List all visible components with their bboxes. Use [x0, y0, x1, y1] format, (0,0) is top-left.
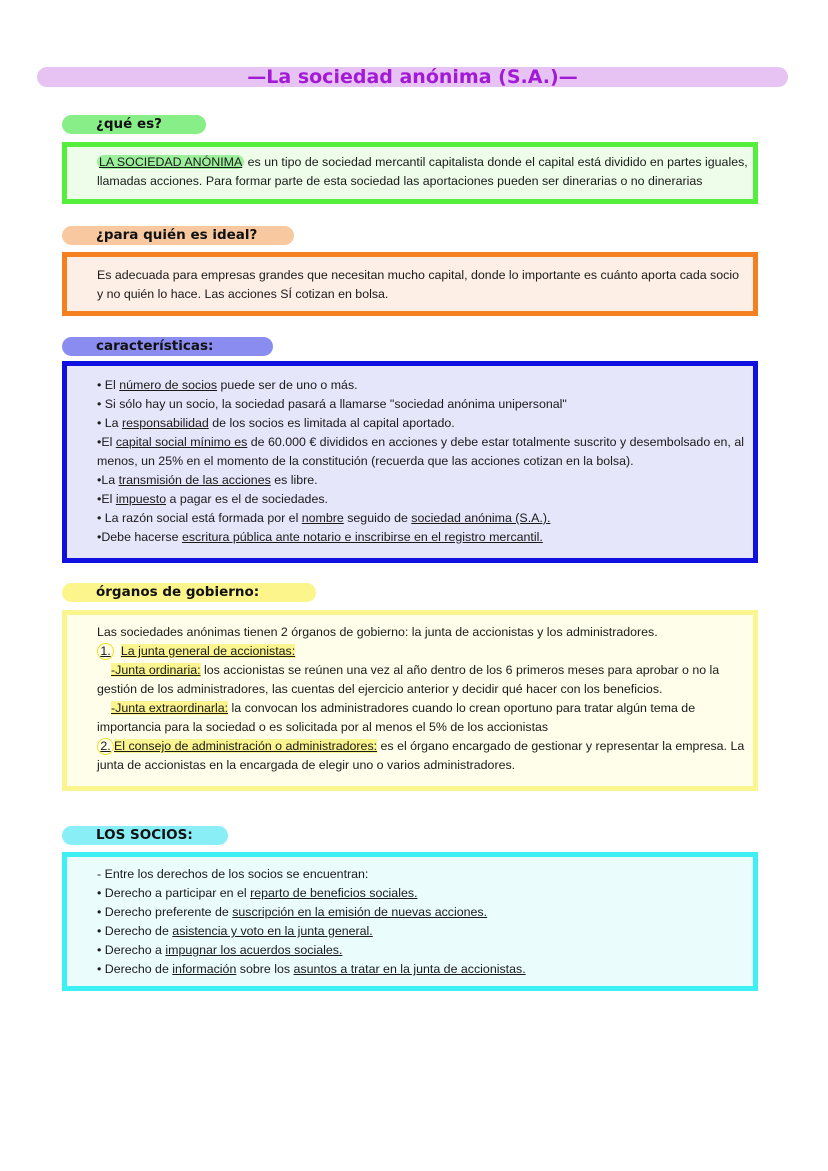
bullet-item: • Si sólo hay un socio, la sociedad pasará a llamarse "sociedad anónima unipersonal" — [97, 397, 567, 411]
text-span: •Debe hacerse — [97, 530, 182, 544]
text-span: seguido de — [343, 511, 412, 525]
bullet-item — [97, 903, 745, 922]
text-span: •El — [97, 435, 116, 449]
highlighted-term: -Junta extraordinarla: — [111, 701, 229, 715]
bullet-item — [97, 490, 747, 509]
underlined-term: transmisión de las acciones — [118, 473, 271, 487]
underlined-term: escritura pública ante notario e inscribirse en el registro mercantil. — [181, 530, 543, 544]
text-span: • Derecho de — [97, 962, 173, 976]
bullet-item — [97, 433, 747, 452]
highlighted-term: El consejo de administración o administradores: — [114, 739, 378, 753]
section-label-que-es: ¿qué es? — [62, 115, 206, 134]
text-line: y no quién lo hace. Las acciones SÍ cotizan en bolsa. — [97, 287, 389, 301]
number-circle: 2. — [97, 738, 114, 755]
text-span: es el órgano encargado de gestionar y representar la empresa. La — [377, 739, 745, 753]
underlined-term: responsabilidad — [122, 416, 209, 430]
text-span: la convocan los administradores cuando lo crean oportuno para tratar algún tema de — [228, 701, 696, 715]
section-box-caracteristicas — [62, 361, 758, 563]
underlined-term: impuesto — [115, 492, 167, 506]
sub-item — [97, 699, 745, 718]
underlined-term: impugnar los acuerdos sociales. — [165, 943, 343, 957]
underlined-term: número de socios — [119, 378, 218, 392]
text-span: •El — [97, 492, 116, 506]
bullet-item-continuation: menos, un 25% en el momento de la constitución (recuerda que las acciones cotizan en la bolsa). — [97, 454, 634, 468]
section-label-caracteristicas: características: — [62, 337, 273, 356]
text-span: sobre los — [236, 962, 294, 976]
text-line: junta de accionistas en la encargada de elegir uno o varios administradores. — [97, 758, 516, 772]
underlined-term: información — [172, 962, 237, 976]
bullet-item — [97, 528, 747, 547]
underlined-term: sociedad anónima (S.A.). — [411, 511, 551, 525]
text-line: llamadas acciones. Para formar parte de esta sociedad las aportaciones pueden ser dinerarias o no dinerarias — [97, 174, 703, 188]
highlighted-term: -Junta ordinaria: — [111, 663, 201, 677]
sub-item — [97, 661, 745, 680]
text-span: • Derecho de — [97, 924, 173, 938]
underlined-term: nombre — [301, 511, 344, 525]
text-span: • Derecho preferente de — [97, 905, 233, 919]
bullet-item — [97, 376, 747, 395]
text-line: Las sociedades anónimas tienen 2 órganos de gobierno: la junta de accionistas y los administradores. — [97, 625, 658, 639]
text-line: Es adecuada para empresas grandes que necesitan mucho capital, donde lo importante es cuánto aporta cada socio — [97, 268, 739, 282]
underlined-term: capital social mínimo es — [115, 435, 248, 449]
bullet-item — [97, 922, 745, 941]
bullet-item — [97, 941, 745, 960]
underlined-term: asuntos a tratar en la junta de accionistas. — [293, 962, 526, 976]
underlined-term: asistencia y voto en la junta general. — [172, 924, 373, 938]
bullet-item — [97, 471, 747, 490]
section-label-socios: LOS SOCIOS: — [62, 826, 228, 845]
bullet-item — [97, 884, 745, 903]
page-title: —La sociedad anónima (S.A.)— — [247, 66, 578, 88]
text-span: de los socios es limitada al capital aportado. — [208, 416, 455, 430]
numbered-item — [97, 737, 745, 756]
text-span: es libre. — [270, 473, 318, 487]
text-span: a pagar es el de sociedades. — [166, 492, 328, 506]
text-span: los accionistas se reúnen una vez al año dentro de los 6 primeros meses para aprobar o no la — [200, 663, 720, 677]
text-span: •La — [97, 473, 119, 487]
highlighted-term: LA SOCIEDAD ANÓNIMA — [99, 155, 243, 169]
bullet-item — [97, 509, 747, 528]
text-line: - Entre los derechos de los socios se encuentran: — [97, 867, 369, 881]
bullet-item — [97, 414, 747, 433]
underlined-term: suscripción en la emisión de nuevas acciones. — [232, 905, 488, 919]
text-span: • Derecho a — [97, 943, 166, 957]
numbered-item — [97, 642, 745, 661]
text-span: puede ser de uno o más. — [217, 378, 358, 392]
text-span: es un tipo de sociedad mercantil capitalista donde el capital está dividido en partes iguales, — [244, 155, 748, 169]
text-span: de 60.000 € divididos en acciones y debe estar totalmente suscrito y desembolsado en, al — [247, 435, 744, 449]
section-box-para-quien — [62, 252, 758, 316]
text-span: • La razón social está formada por el — [97, 511, 302, 525]
text-line: importancia para la sociedad o es solicitada por al menos el 5% de los accionistas — [97, 720, 549, 734]
title-banner — [37, 67, 788, 87]
bullet-item — [97, 960, 745, 979]
text-span: • El — [97, 378, 120, 392]
underlined-term: reparto de beneficios sociales. — [250, 886, 418, 900]
number-circle: 1. — [97, 643, 114, 660]
highlighted-term: La junta general de accionistas: — [120, 644, 296, 658]
text-span: • Derecho a participar en el — [97, 886, 251, 900]
text-line — [97, 153, 748, 172]
section-box-organos — [62, 610, 758, 791]
section-label-para-quien: ¿para quién es ideal? — [62, 226, 294, 245]
text-line: gestión de los administradores, las cuentas del ejercicio anterior y decidir qué hacer con los beneficios. — [97, 682, 663, 696]
section-box-que-es — [62, 142, 758, 204]
section-box-socios — [62, 852, 758, 991]
text-span: • La — [97, 416, 123, 430]
section-label-organos: órganos de gobierno: — [62, 583, 316, 602]
